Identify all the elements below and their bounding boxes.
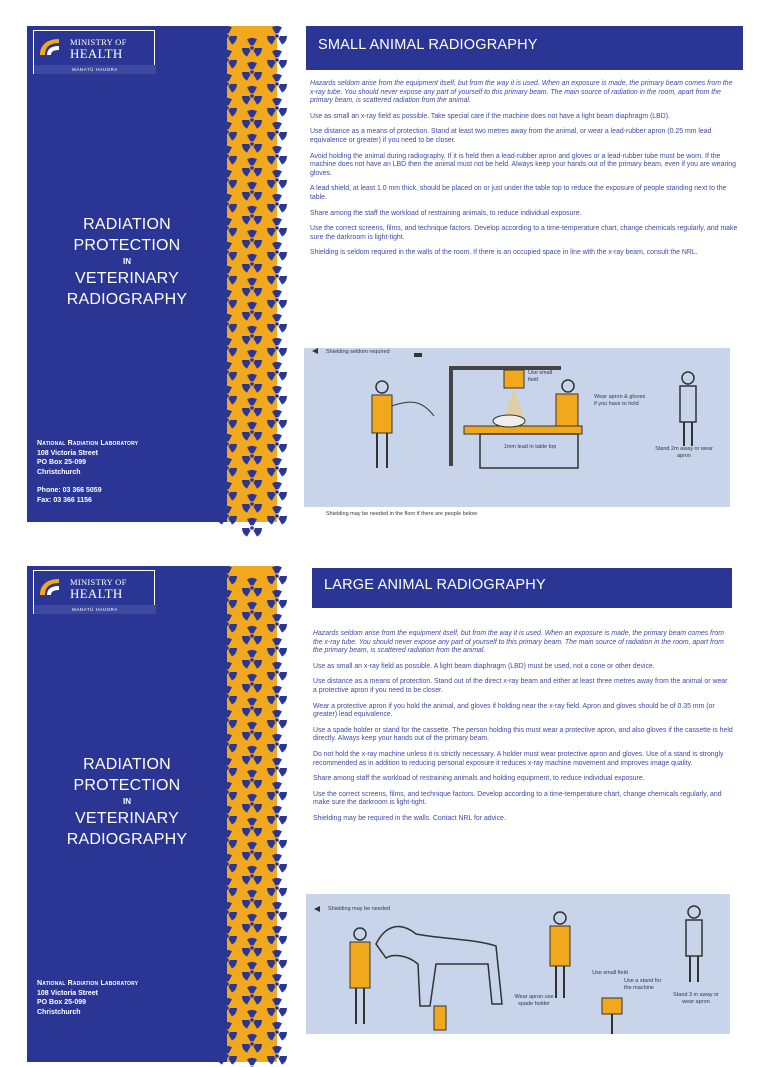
paragraph: A lead shield, at least 1.0 mm thick, should be placed on or just under the table top to reduce the exposure of people standing next to the table. xyxy=(310,185,727,201)
illustration-drawing xyxy=(304,348,730,521)
paragraph: Shielding may be required in the walls. Contact NRL for advice. xyxy=(313,814,506,822)
title-radiography: RADIOGRAPHY xyxy=(66,291,188,308)
label-shielding-top: Shielding may be needed xyxy=(328,906,391,912)
radiation-trefoil-icon xyxy=(227,566,277,1062)
cover-panel xyxy=(27,26,227,522)
radiation-symbol-stripe xyxy=(227,26,277,522)
cover-title xyxy=(27,754,227,850)
address-box: PO Box 25-099 xyxy=(37,999,87,1006)
ministry-logo-mark xyxy=(37,575,63,599)
cover-panel xyxy=(27,566,227,1062)
logo-subtitle: MANATŪ HAUORA xyxy=(34,605,156,614)
ministry-of-health-logo xyxy=(33,30,155,74)
title-radiation: RADIATION xyxy=(83,216,171,233)
logo-text-health: HEALTH xyxy=(70,46,123,61)
label-shielding-top: Shielding seldom required xyxy=(326,349,390,355)
logo-subtitle: MANATŪ HAUORA xyxy=(34,65,156,74)
logo-text-ministry: MINISTRY OF xyxy=(70,37,127,47)
ministry-of-health-logo xyxy=(33,570,155,614)
label-stand-away: Stand 3 m away or wear apron xyxy=(673,992,719,1005)
title-in: IN xyxy=(123,257,131,266)
title-protection: PROTECTION xyxy=(73,777,181,794)
address-lab: National Radiation Laboratory xyxy=(37,440,139,447)
leaflet-small-animal xyxy=(0,8,768,517)
paragraph: Shielding is seldom required in the walls of the room. If there is an occupied space in line with the x-ray beam, consult the NRL. xyxy=(310,249,698,257)
address-city: Christchurch xyxy=(37,1008,81,1016)
label-wear-apron: Wear apron & gloves if you have to hold xyxy=(594,394,646,407)
illustration-caption: Shielding may be needed in the floor if there are people below xyxy=(304,507,730,521)
label-stand-away: Stand 2m away or wear apron xyxy=(655,446,713,459)
paragraph: Use the correct screens, films, and technique factors. Develop according to a time-temperature chart, change chemicals regularly, and make sure the darkroom is light-tight. xyxy=(313,790,722,807)
body-text xyxy=(310,80,738,265)
leaflet-large-animal xyxy=(0,548,768,1024)
paragraph: Use as small an x-ray field as possible. A light beam diaphragm (LBD) must be used, not a cone or other device. xyxy=(313,662,655,670)
heading-text: LARGE ANIMAL RADIOGRAPHY xyxy=(324,577,546,593)
paragraph: Share among the staff the workload of restraining animals, to reduce individual exposure. xyxy=(310,209,582,217)
paragraph: Share among staff the workload of restraining animals and holding equipment, to reduce individual exposure. xyxy=(313,775,645,783)
illustration-drawing xyxy=(306,894,730,1034)
label-use-small-field: Use small field xyxy=(592,970,628,976)
address-street: 108 Victoria Street xyxy=(37,449,98,457)
small-animal-illustration xyxy=(304,348,730,521)
large-animal-illustration xyxy=(306,894,730,1034)
address-phone: Phone: 03 366 5059 xyxy=(37,487,102,494)
body-text xyxy=(313,630,733,831)
cover-title xyxy=(27,214,227,310)
section-heading xyxy=(312,568,732,608)
title-in: IN xyxy=(123,797,131,806)
radiation-symbol-stripe xyxy=(227,566,277,1062)
paragraph: Hazards seldom arise from the equipment itself, but from the way it is used. When an exposure is made, the primary beam comes from the x-ray tube. You should never expose any part of yourself to this primary beam. The main source of radiation in the room, apart from the primary beam, is scattered radiation from the animal. xyxy=(313,630,724,655)
paragraph: Wear a protective apron if you hold the animal, and gloves if holding near the x-ray field. Apron and gloves should be of 0.35 mm (or greater) lead equivalence. xyxy=(313,702,715,719)
logo-text-ministry: MINISTRY OF xyxy=(70,577,127,587)
address-box: PO Box 25-099 xyxy=(37,459,87,466)
triangle-left-icon xyxy=(312,348,318,354)
address-lab: National Radiation Laboratory xyxy=(37,980,139,987)
label-wear-apron: Wear apron use spade holder xyxy=(514,994,554,1007)
label-use-small-field: Use small field xyxy=(528,370,553,383)
title-veterinary: VETERINARY xyxy=(75,270,179,287)
heading-text: SMALL ANIMAL RADIOGRAPHY xyxy=(318,37,538,53)
radiation-trefoil-icon xyxy=(227,26,277,522)
paragraph: Hazards seldom arise from the equipment itself, but from the way it is used. When an exposure is made, the primary beam comes from the x-ray tube. You should never expose any part of yourself to this primary beam. The main source of radiation in the room, apart from the primary beam, is scattered radiation from the animal. xyxy=(310,80,733,105)
title-radiation: RADIATION xyxy=(83,756,171,773)
title-veterinary: VETERINARY xyxy=(75,810,179,827)
label-table-lead: 1mm lead in table top xyxy=(503,444,557,450)
paragraph: Avoid holding the animal during radiography. If it is held then a lead-rubber apron and gloves or a lead-rubber tube must be worn. If the machine does not have an LBD then the animal must not be held. Always keep your hands out of the primary beam, even if you are wearing gloves. xyxy=(310,152,736,177)
contact-address xyxy=(37,439,138,505)
label-use-stand: Use a stand for the machine xyxy=(624,978,662,991)
contact-address xyxy=(37,979,138,1017)
paragraph: Use a spade holder or stand for the cassette. The person holding this must wear a protective apron, and also gloves if the cassette is held directly. Always keep your hands out of the primary beam. xyxy=(313,726,733,743)
address-city: Christchurch xyxy=(37,468,81,476)
paragraph: Use distance as a means of protection. Stand at least two metres away from the animal, or wear a lead-rubber apron (0.25 mm lead equivalence or greater) if you need to be closer. xyxy=(310,128,712,144)
address-street: 108 Victoria Street xyxy=(37,989,98,997)
logo-text-health: HEALTH xyxy=(70,586,123,601)
section-heading xyxy=(306,26,743,70)
paragraph: Use the correct screens, films, and technique factors. Develop according to a time-temperature chart, change chemicals regularly, and make sure the darkroom is light-tight. xyxy=(310,225,738,241)
title-radiography: RADIOGRAPHY xyxy=(66,831,188,848)
address-fax: Fax: 03 366 1156 xyxy=(37,496,92,504)
paragraph: Do not hold the x-ray machine unless it is strictly necessary. A holder must wear protective apron and gloves. Use of a stand is strongly recommended as in addition to reducing personal exposure it reduces x-ray machine movement and improves image quality. xyxy=(313,750,724,767)
paragraph: Use as small an x-ray field as possible. Take special care if the machine does not have a light beam diaphragm (LBD). xyxy=(310,112,670,120)
triangle-left-icon xyxy=(314,906,320,912)
title-protection: PROTECTION xyxy=(73,237,181,254)
ministry-logo-mark xyxy=(37,35,63,59)
paragraph: Use distance as a means of protection. Stand out of the direct x-ray beam and either at least three metres away from the animal or wear a protective apron if you need to be closer. xyxy=(313,678,728,694)
